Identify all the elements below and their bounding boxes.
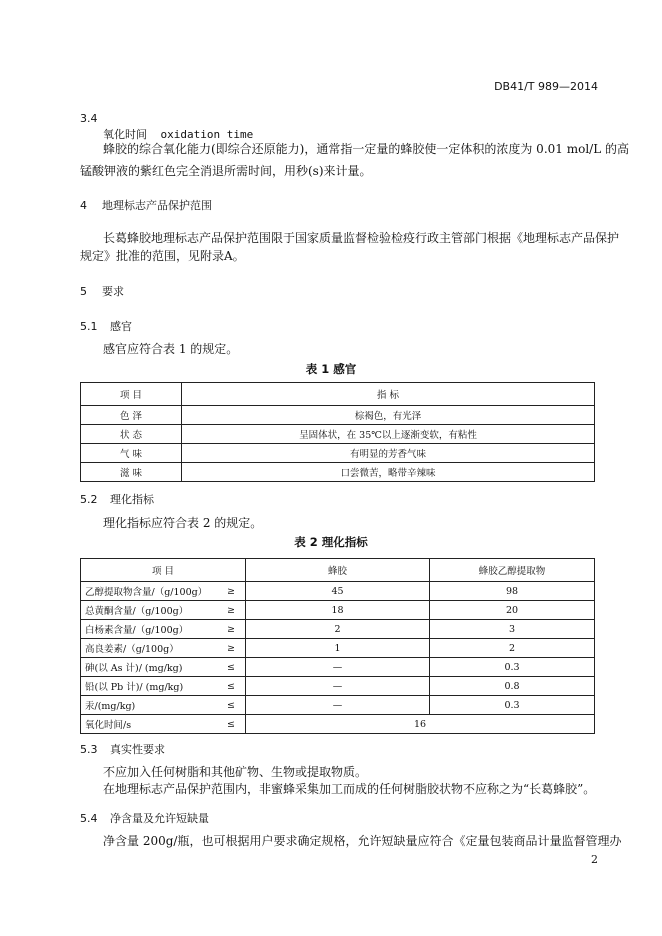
row-label: 乙醇提取物含量/（g/100g）: [81, 582, 218, 601]
row-value: 有明显的芳香气味: [182, 444, 595, 463]
row-propolis-value: 18: [246, 601, 430, 620]
section-4-para-line-2: 规定》批准的范围，见附录A。: [80, 249, 245, 263]
table-2-caption: 表 2 理化指标: [294, 535, 368, 549]
header-extract: 蜂胶乙醇提取物: [430, 559, 595, 582]
section-5-heading: [80, 283, 124, 299]
row-extract-value: 3: [430, 620, 595, 639]
row-extract-value: 0.3: [430, 658, 595, 677]
row-propolis-value: —: [246, 677, 430, 696]
row-operator: ≥: [217, 639, 246, 658]
section-4-heading: [80, 197, 212, 213]
table-row: [81, 658, 595, 677]
table-row: [81, 620, 595, 639]
row-operator: ≤: [217, 715, 246, 734]
row-label: 氧化时间/s: [81, 715, 218, 734]
section-number: 5.4: [80, 812, 98, 825]
row-propolis-value: 2: [246, 620, 430, 639]
section-5-3-line-2: 在地理标志产品保护范围内，非蜜蜂采集加工而成的任何树脂胶状物不应称之为“长葛蜂胶”。: [103, 782, 596, 796]
table-row: [81, 444, 595, 463]
table-header-row: [81, 559, 595, 582]
row-label: 状 态: [81, 425, 182, 444]
section-number: 5.1: [80, 320, 98, 333]
table-row: [81, 639, 595, 658]
term-chinese: 氧化时间: [103, 128, 147, 141]
row-operator: ≤: [217, 658, 246, 677]
section-title: 感官: [110, 320, 132, 333]
row-propolis-value: 45: [246, 582, 430, 601]
section-title: 地理标志产品保护范围: [102, 199, 212, 212]
physicochemical-table: [80, 558, 595, 734]
row-operator: ≥: [217, 620, 246, 639]
row-operator: ≥: [217, 582, 246, 601]
row-value: 棕褐色，有光泽: [182, 406, 595, 425]
row-label: 白杨素含量/（g/100g）: [81, 620, 218, 639]
row-merged-value: 16: [246, 715, 595, 734]
row-operator: ≤: [217, 696, 246, 715]
header-propolis: 蜂胶: [246, 559, 430, 582]
section-title: 要求: [102, 285, 124, 298]
sensory-table: [80, 382, 595, 482]
section-5-4-line-1: 净含量 200g/瓶，也可根据用户要求确定规格，允许短缺量应符合《定量包装商品计量监督管理办: [103, 834, 622, 848]
row-label: 汞/(mg/kg): [81, 696, 218, 715]
header-indicator: 指 标: [182, 383, 595, 406]
section-5-1-intro: 感官应符合表 1 的规定。: [103, 342, 239, 356]
row-value: 呈固体状，在 35℃以上逐渐变软，有粘性: [182, 425, 595, 444]
section-5-4-heading: [80, 810, 209, 826]
table-row: [81, 715, 595, 734]
row-propolis-value: 1: [246, 639, 430, 658]
table-row: [81, 463, 595, 482]
row-operator: ≥: [217, 601, 246, 620]
table-header-row: [81, 383, 595, 406]
page-number: 2: [591, 853, 598, 866]
section-4-para-line-1: 长葛蜂胶地理标志产品保护范围限于国家质量监督检验检疫行政主管部门根据《地理标志产品保护: [103, 231, 620, 245]
definition-line-1: 蜂胶的综合氧化能力(即综合还原能力)，通常指一定量的蜂胶使一定体积的浓度为 0.01 mol/L 的高: [103, 142, 629, 156]
section-number: 4: [80, 199, 87, 212]
row-label: 滋 味: [81, 463, 182, 482]
section-5-3-heading: [80, 741, 165, 757]
row-extract-value: 98: [430, 582, 595, 601]
row-label: 砷(以 As 计)/ (mg/kg): [81, 658, 218, 677]
section-number: 5.3: [80, 743, 98, 756]
row-propolis-value: —: [246, 696, 430, 715]
header-item: 项 目: [81, 383, 182, 406]
row-label: 气 味: [81, 444, 182, 463]
row-extract-value: 0.8: [430, 677, 595, 696]
row-operator: ≤: [217, 677, 246, 696]
section-title: 净含量及允许短缺量: [110, 812, 209, 825]
document-id: DB41/T 989—2014: [494, 80, 598, 93]
section-5-2-heading: [80, 491, 154, 507]
section-5-2-intro: 理化指标应符合表 2 的规定。: [103, 516, 263, 530]
section-5-1-heading: [80, 318, 132, 334]
row-value: 口尝微苦，略带辛辣味: [182, 463, 595, 482]
section-3-4-number: 3.4: [80, 112, 98, 125]
row-label: 高良姜素/（g/100g）: [81, 639, 218, 658]
table-1-caption: 表 1 感官: [305, 362, 357, 376]
row-extract-value: 20: [430, 601, 595, 620]
row-extract-value: 0.3: [430, 696, 595, 715]
row-propolis-value: —: [246, 658, 430, 677]
term-english: oxidation time: [160, 128, 254, 141]
section-title: 真实性要求: [110, 743, 165, 756]
definition-line-2: 锰酸钾液的紫红色完全消退所需时间，用秒(s)来计量。: [80, 164, 372, 178]
row-extract-value: 2: [430, 639, 595, 658]
section-number: 5.2: [80, 493, 98, 506]
row-label: 色 泽: [81, 406, 182, 425]
table-row: [81, 425, 595, 444]
row-label: 铅(以 Pb 计)/ (mg/kg): [81, 677, 218, 696]
section-title: 理化指标: [110, 493, 154, 506]
table-row: [81, 677, 595, 696]
table-row: [81, 601, 595, 620]
section-number: 5: [80, 285, 87, 298]
table-row: [81, 406, 595, 425]
header-item: 项 目: [81, 559, 246, 582]
table-row: [81, 696, 595, 715]
row-label: 总黄酮含量/（g/100g）: [81, 601, 218, 620]
table-row: [81, 582, 595, 601]
section-5-3-line-1: 不应加入任何树脂和其他矿物、生物或提取物质。: [103, 765, 368, 779]
